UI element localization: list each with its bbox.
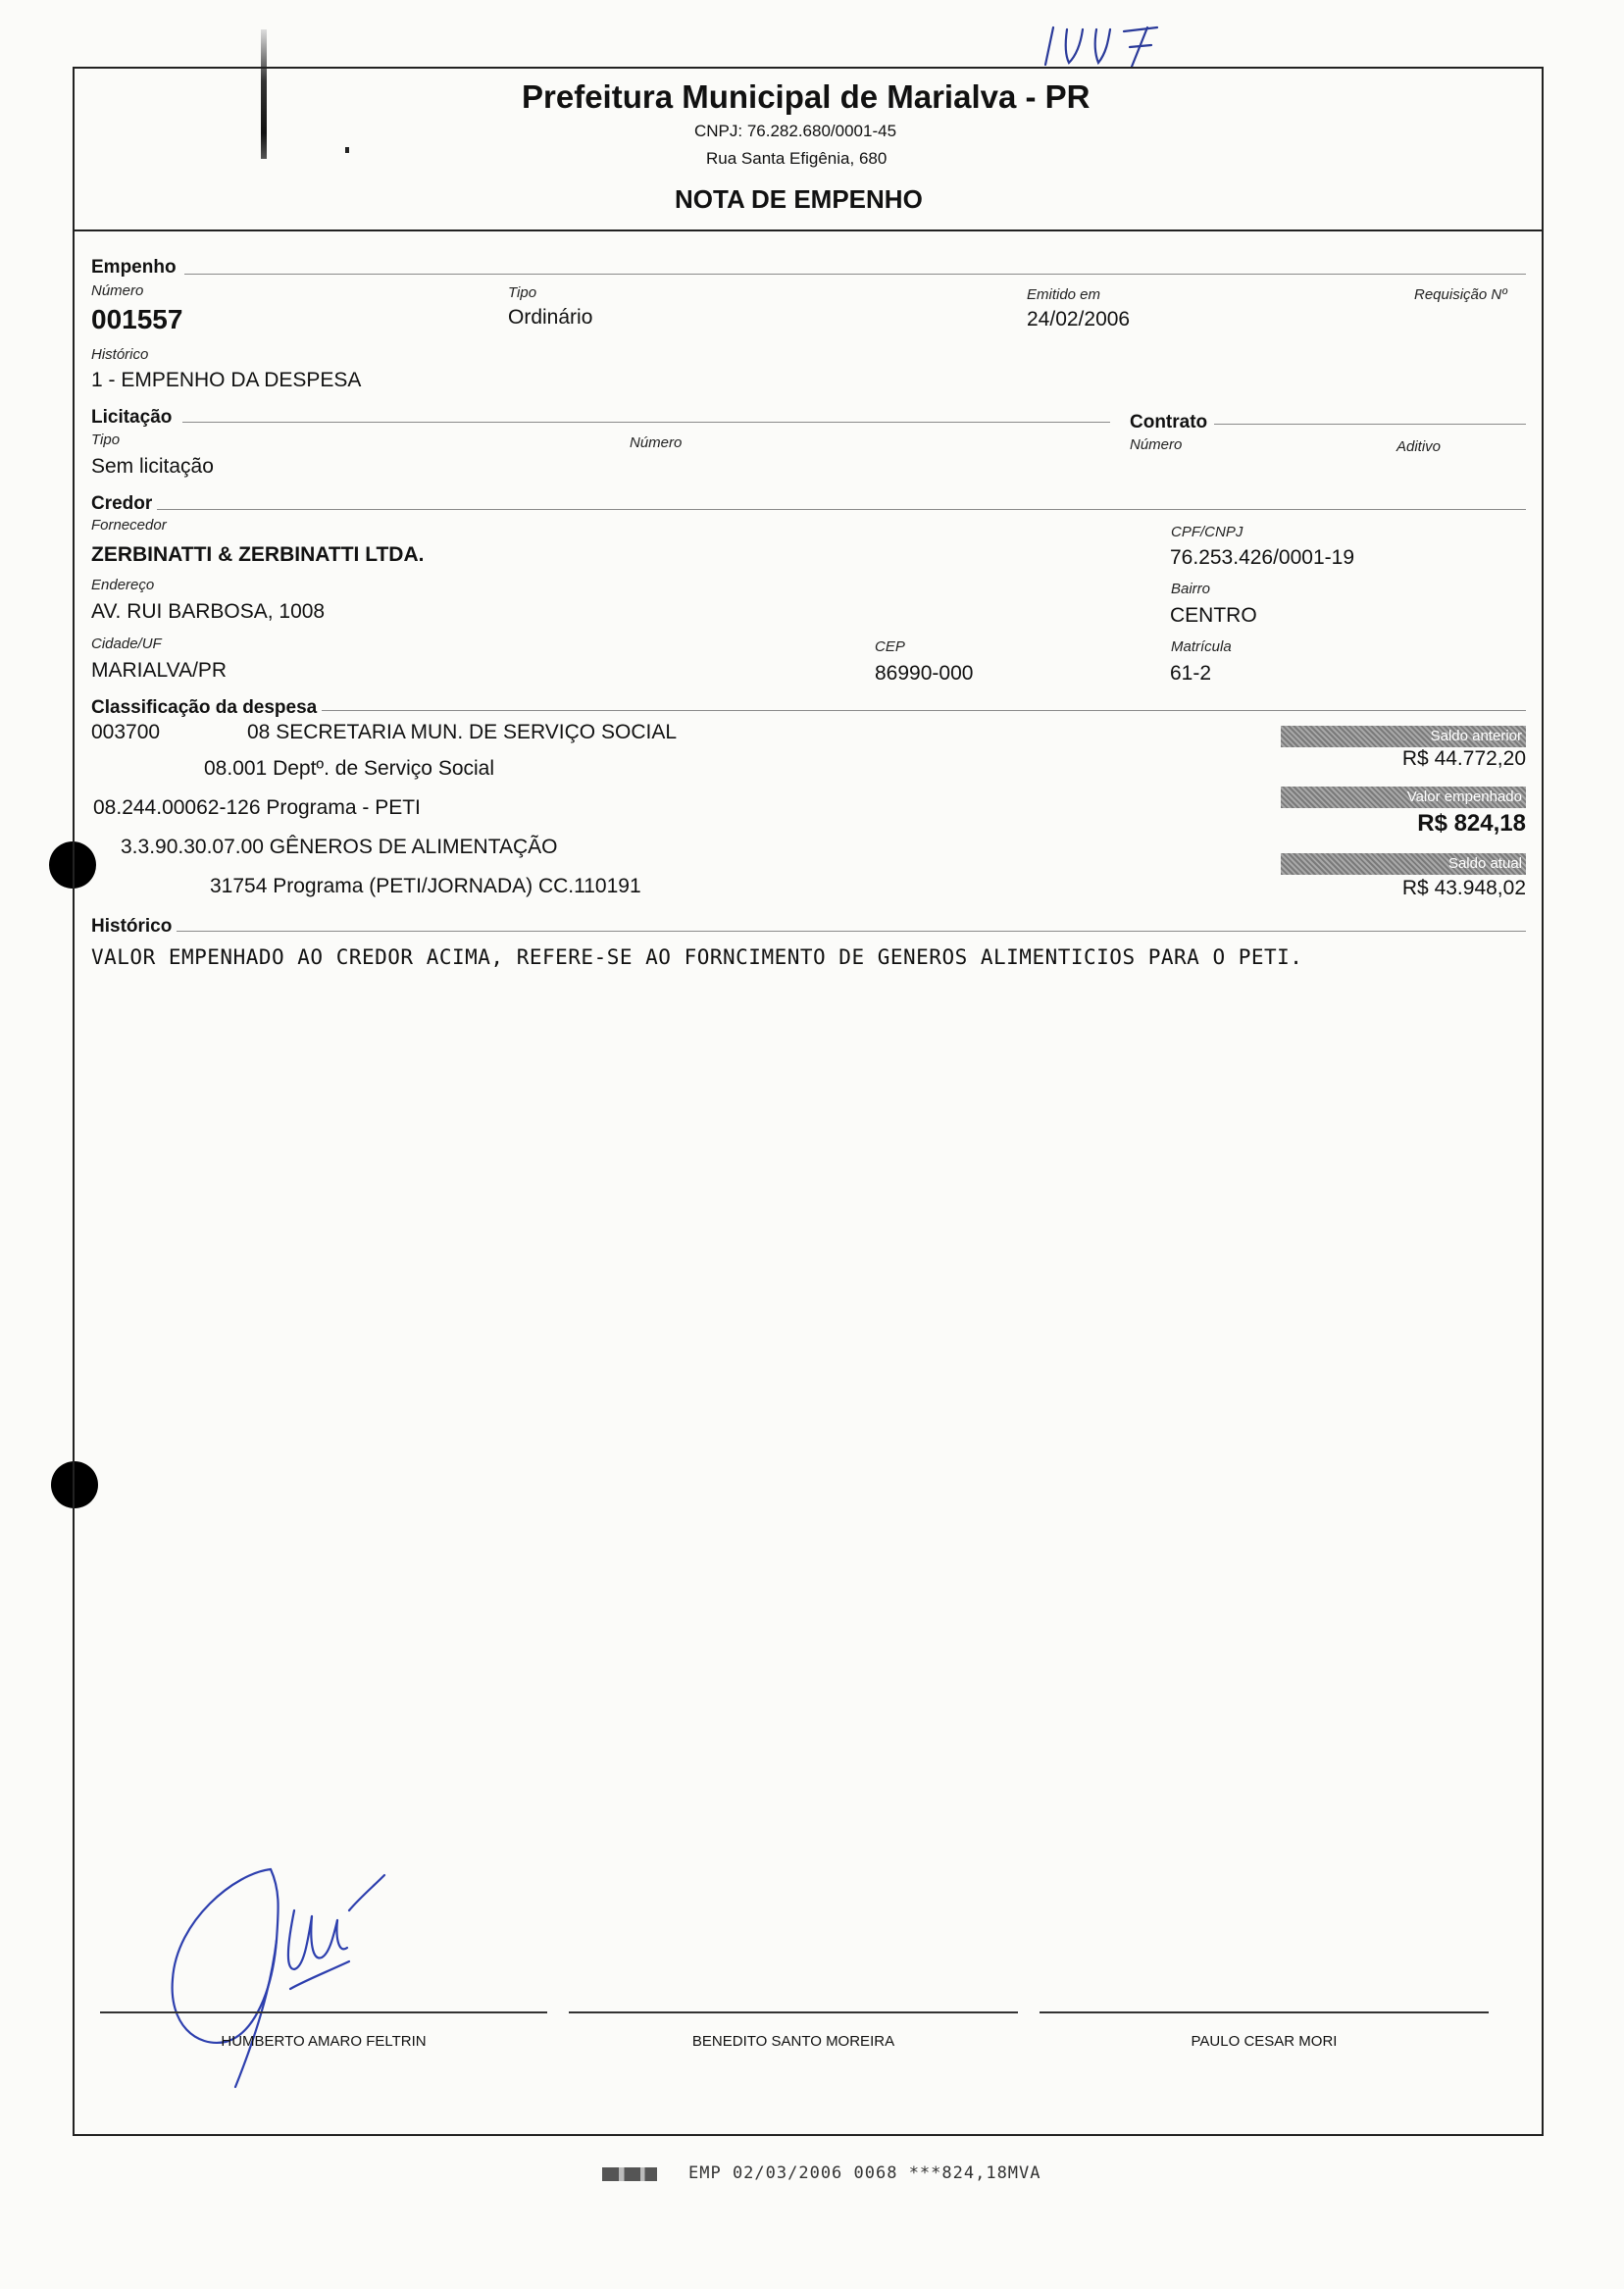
handwritten-number (1040, 18, 1167, 69)
label-historico-empenho: Histórico (91, 346, 149, 363)
label-emitido: Emitido em (1027, 286, 1101, 303)
empenho-numero: 001557 (91, 304, 183, 334)
label-endereco: Endereço (91, 577, 155, 593)
signature-scribble (157, 1852, 451, 2107)
header-address: Rua Santa Efigênia, 680 (706, 149, 888, 168)
label-contrato-numero: Número (1130, 436, 1183, 453)
classificacao-line: 003700 (91, 721, 161, 743)
classificacao-line: 08.244.00062-126 Programa - PETI (93, 796, 421, 819)
saldo-anterior-value: R$ 44.772,20 (1401, 747, 1526, 770)
empenho-emitido: 24/02/2006 (1027, 308, 1131, 331)
valor-empenhado-value: R$ 824,18 (1417, 810, 1526, 837)
label-licitacao-tipo: Tipo (91, 432, 121, 448)
classificacao-line: 08.001 Deptº. de Serviço Social (204, 757, 495, 780)
classificacao-line: 3.3.90.30.07.00 GÊNEROS DE ALIMENTAÇÃO (121, 836, 558, 858)
saldo-anterior-label: Saldo anterior (1281, 726, 1526, 747)
label-fornecedor: Fornecedor (91, 517, 167, 534)
section-classificacao: Classificação da despesa (91, 697, 318, 718)
licitacao-tipo: Sem licitação (91, 455, 214, 478)
credor-fornecedor: ZERBINATTI & ZERBINATTI LTDA. (91, 543, 425, 566)
header-cnpj: CNPJ: 76.282.680/0001-45 (694, 122, 897, 140)
empenho-tipo: Ordinário (508, 306, 593, 329)
label-cep: CEP (875, 638, 905, 655)
section-rule (157, 509, 1526, 510)
signature-name-1: HUMBERTO AMARO FELTRIN (221, 2033, 427, 2050)
label-licitacao-numero: Número (630, 434, 683, 451)
signature-name-2: BENEDITO SANTO MOREIRA (691, 2033, 895, 2050)
credor-cpf: 76.253.426/0001-19 (1170, 546, 1355, 569)
section-rule (177, 931, 1526, 932)
label-requisicao: Requisição Nº (1414, 286, 1507, 303)
footer-stamp: EMP 02/03/2006 0068 ***824,18MVA (688, 2163, 1041, 2183)
label-matricula: Matrícula (1171, 638, 1232, 655)
credor-cep: 86990-000 (875, 662, 974, 685)
doc-title: NOTA DE EMPENHO (675, 184, 923, 214)
section-empenho: Empenho (91, 257, 177, 278)
section-rule (184, 274, 1526, 275)
historico-text: VALOR EMPENHADO AO CREDOR ACIMA, REFERE-SE AO FORNCIMENTO DE GENEROS ALIMENTICIOS PARA O PETI. (91, 945, 1303, 969)
section-credor: Credor (91, 493, 153, 514)
section-contrato: Contrato (1130, 412, 1208, 432)
credor-cidade: MARIALVA/PR (91, 659, 228, 682)
label-cpf: CPF/CNPJ (1171, 524, 1243, 540)
section-rule (182, 422, 1110, 423)
credor-bairro: CENTRO (1170, 604, 1257, 627)
credor-endereco: AV. RUI BARBOSA, 1008 (91, 600, 326, 623)
credor-matricula: 61-2 (1170, 662, 1212, 685)
label-contrato-aditivo: Aditivo (1396, 438, 1442, 455)
signature-line-2 (569, 2011, 1018, 2013)
classificacao-line: 08 SECRETARIA MUN. DE SERVIÇO SOCIAL (247, 721, 678, 743)
empenho-historico: 1 - EMPENHO DA DESPESA (91, 369, 362, 391)
label-tipo: Tipo (508, 284, 537, 301)
label-cidade: Cidade/UF (91, 636, 162, 652)
saldo-atual-label: Saldo atual (1281, 853, 1526, 875)
page-title: Prefeitura Municipal de Marialva - PR (522, 78, 1091, 115)
signature-line-3 (1040, 2011, 1489, 2013)
signature-name-3: PAULO CESAR MORI (1191, 2033, 1338, 2050)
label-numero: Número (91, 282, 144, 299)
label-bairro: Bairro (1171, 581, 1211, 597)
header-divider (75, 229, 1542, 231)
signature-line-1 (100, 2011, 547, 2013)
stamp-logo-icon (602, 2167, 657, 2181)
saldo-atual-value: R$ 43.948,02 (1401, 877, 1526, 899)
section-rule (322, 710, 1526, 711)
section-historico: Histórico (91, 916, 173, 937)
classificacao-line: 31754 Programa (PETI/JORNADA) CC.110191 (210, 875, 641, 897)
section-licitacao: Licitação (91, 407, 173, 428)
valor-empenhado-label: Valor empenhado (1281, 787, 1526, 808)
section-rule (1214, 424, 1526, 425)
